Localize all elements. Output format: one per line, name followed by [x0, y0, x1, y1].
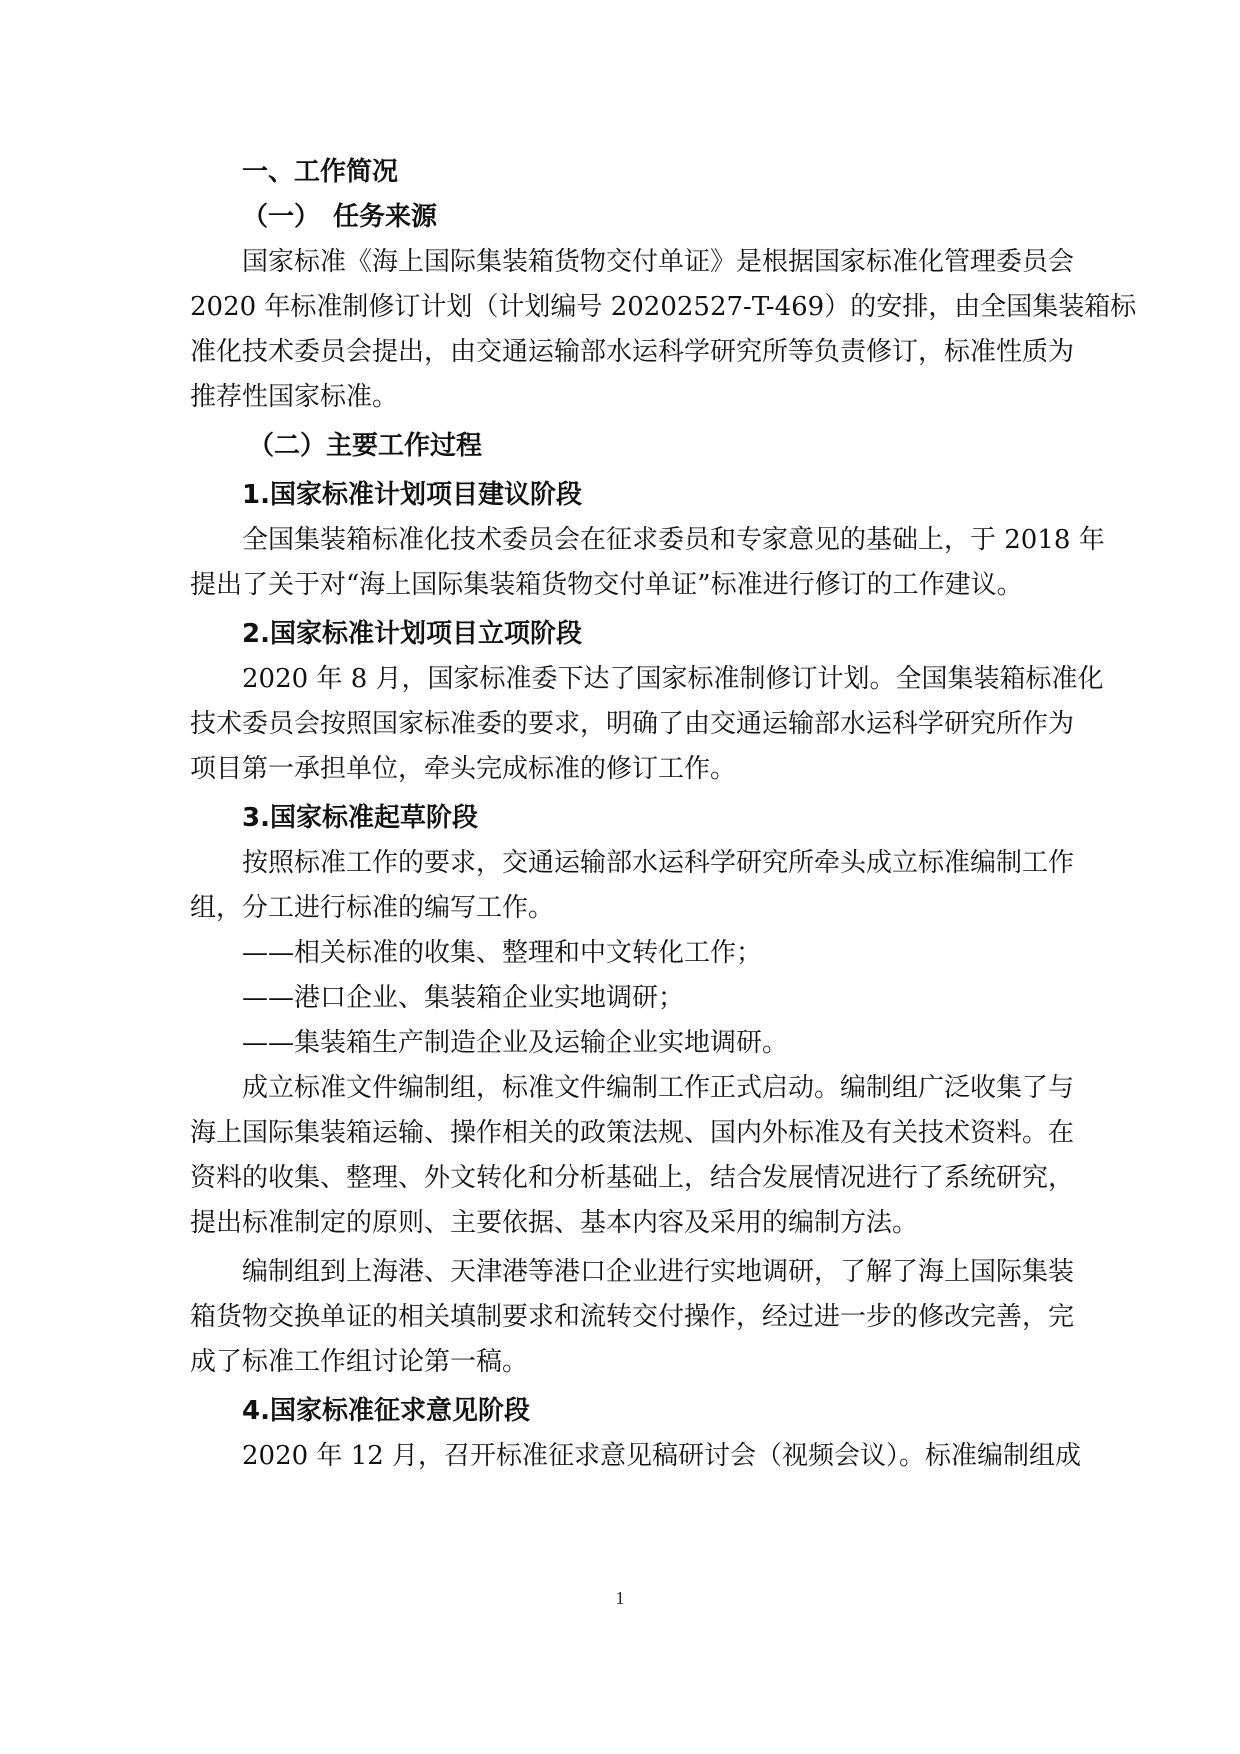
paragraph-drafting-line-2: 组，分工进行标准的编写工作。	[190, 893, 555, 923]
paragraph-drafting2-line-1: 成立标准文件编制组，标准文件编制工作正式启动。编制组广泛收集了与	[242, 1073, 1075, 1103]
paragraph-drafting2-line-3: 资料的收集、整理、外文转化和分析基础上，结合发展情况进行了系统研究，	[190, 1163, 1075, 1193]
paragraph-drafting3-line-1: 编制组到上海港、天津港等港口企业进行实地调研，了解了海上国际集装	[242, 1257, 1075, 1287]
stage-heading-proposal: 1.国家标准计划项目建议阶段	[242, 480, 582, 510]
paragraph-drafting-line-1: 按照标准工作的要求，交通运输部水运科学研究所牵头成立标准编制工作	[242, 848, 1075, 878]
paragraph-approval-line-1: 2020 年 8 月，国家标准委下达了国家标准制修订计划。全国集装箱标准化	[242, 664, 1104, 694]
list-item: ——集装箱生产制造企业及运输企业实地调研。	[242, 1028, 789, 1058]
stage-heading-approval: 2.国家标准计划项目立项阶段	[242, 619, 582, 649]
paragraph-approval-line-2: 技术委员会按照国家标准委的要求，明确了由交通运输部水运科学研究所作为	[190, 709, 1075, 739]
subsection-heading-work-process: （二）主要工作过程	[248, 431, 483, 461]
stage-heading-drafting: 3.国家标准起草阶段	[242, 803, 478, 833]
paragraph-proposal-line-2: 提出了关于对“海上国际集装箱货物交付单证”标准进行修订的工作建议。	[190, 570, 1023, 600]
paragraph-drafting3-line-3: 成了标准工作组讨论第一稿。	[190, 1347, 529, 1377]
section-heading-work-overview: 一、工作简况	[242, 157, 399, 187]
paragraph-drafting3-line-2: 箱货物交换单证的相关填制要求和流转交付操作，经过进一步的修改完善，完	[190, 1302, 1075, 1332]
paragraph-task-source-line-1: 国家标准《海上国际集装箱货物交付单证》是根据国家标准化管理委员会	[242, 247, 1075, 277]
list-item: ——相关标准的收集、整理和中文转化工作；	[242, 938, 763, 968]
paragraph-proposal-line-1: 全国集装箱标准化技术委员会在征求委员和专家意见的基础上，于 2018 年	[242, 525, 1105, 555]
subsection-heading-task-source: （一） 任务来源	[242, 202, 438, 232]
paragraph-consultation-line-1: 2020 年 12 月，召开标准征求意见稿研讨会（视频会议）。标准编制组成	[242, 1441, 1082, 1471]
paragraph-task-source-line-3: 准化技术委员会提出，由交通运输部水运科学研究所等负责修订，标准性质为	[190, 337, 1075, 367]
page-number: 1	[615, 1588, 625, 1608]
stage-heading-consultation: 4.国家标准征求意见阶段	[242, 1396, 530, 1426]
list-item: ——港口企业、集装箱企业实地调研；	[242, 983, 685, 1013]
paragraph-approval-line-3: 项目第一承担单位，牵头完成标准的修订工作。	[190, 754, 737, 784]
document-page	[190, 150, 1137, 1479]
paragraph-task-source-line-4: 推荐性国家标准。	[190, 382, 399, 412]
paragraph-drafting2-line-4: 提出标准制定的原则、主要依据、基本内容及采用的编制方法。	[190, 1208, 919, 1238]
paragraph-drafting2-line-2: 海上国际集装箱运输、操作相关的政策法规、国内外标准及有关技术资料。在	[190, 1118, 1075, 1148]
paragraph-task-source-line-2: 2020 年标准制修订计划（计划编号 20202527-T-469）的安排，由全国集装箱标	[190, 292, 1137, 322]
